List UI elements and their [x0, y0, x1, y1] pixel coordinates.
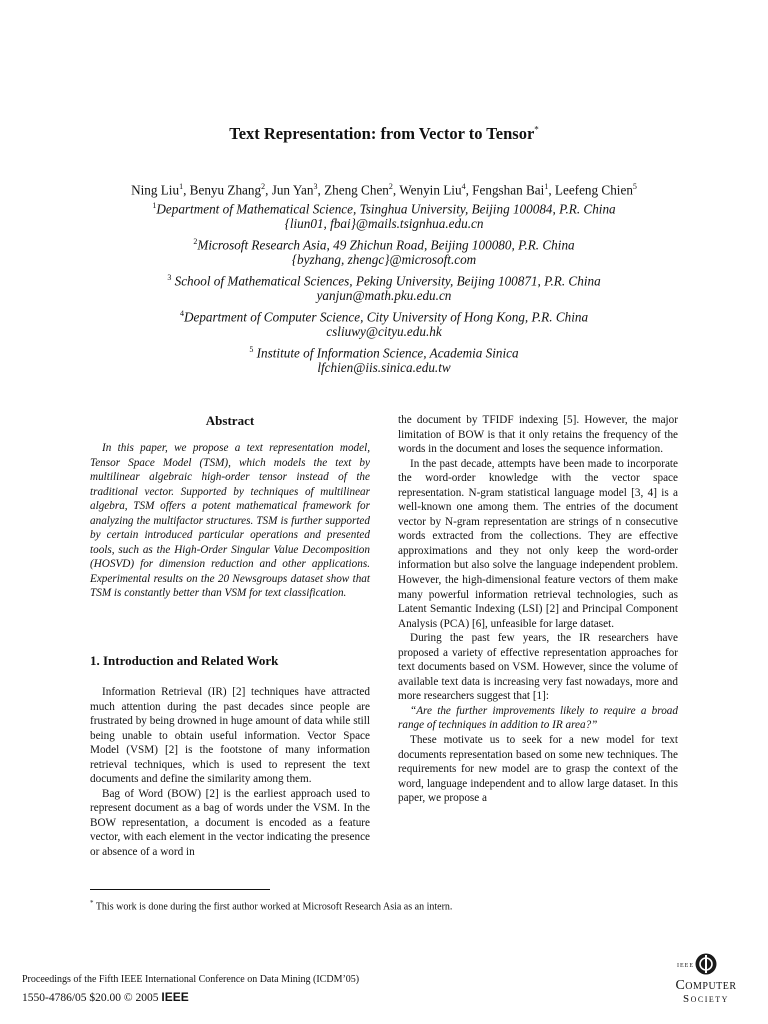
author-separator: ,: [265, 182, 272, 198]
footnote: * This work is done during the first author worked at Microsoft Research Asia as an intern.: [90, 899, 453, 913]
affiliation-1-email: {liun01, fbai}@mails.tsignhua.edu.cn: [284, 216, 484, 231]
paragraph: These motivate us to seek for a new model for text documents representation based on some new techniques. The requirements for new model are to grasp the context of the word, language independent and to allow large dataset. In this paper, we propose a: [398, 734, 678, 805]
proceedings-line: Proceedings of the Fifth IEEE International Conference on Data Mining (ICDM’05): [22, 974, 360, 985]
author-separator: ,: [548, 182, 555, 198]
abstract-text: In this paper, we propose a text representation model, Tensor Space Model (TSM), which models the text by multilinear algebraic high-order tensor instead of the traditional vector. Supported by techniques of multilinear algebra, TSM offers a potent mathematical framework for analyzing the multifactor structures. TSM is further supported by certain introduced particular operations and presented tools, such as the High-Order Singular Value Decomposition (HOSVD) for dimension reduction and other applications. Experimental results on the 20 Newsgroups dataset show that TSM is constantly better than VSM for text classification.: [90, 442, 370, 600]
paragraph: Bag of Word (BOW) [2] is the earliest approach used to represent document as a bag of words under the VSM. In the BOW representation, a document is encoded as a feature vector, with each element in the vector indicating the presence or absence of a word in: [90, 787, 370, 859]
author-name: Jun Yan: [271, 182, 314, 198]
paragraph: Information Retrieval (IR) [2] techniques have attracted much attention during the past decades since people are frustrated by being drowned in huge amount of data while still being unable to obtain useful information. Vector Space Model (VSM) [2] is the footstone of many information retrieval techniques, which is used to represent the text documents and define the similarity among them.: [90, 686, 370, 786]
author-affiliation-mark: 1: [544, 182, 549, 191]
quote: “Are the further improvements likely to require a broad range of techniques in addition to IR area?”: [398, 704, 678, 732]
computer-society-logo: [664, 952, 748, 1008]
author-name: Fengshan Bai: [472, 182, 545, 198]
author-affiliation-mark: 1: [179, 182, 184, 191]
author-separator: ,: [392, 182, 400, 198]
abstract-body: [90, 441, 370, 601]
author-name: Ning Liu: [131, 182, 180, 198]
author-separator: ,: [317, 182, 325, 198]
paragraph: the document by TFIDF indexing [5]. However, the major limitation of BOW is that it only retains the frequency of the words in the document and loses the sequence information.: [398, 414, 678, 456]
author-name: Wenyin Liu: [399, 182, 462, 198]
logo-society-text: Society: [683, 993, 729, 1005]
author-affiliation-mark: 3: [313, 182, 318, 191]
affiliation-2: $^2$Microsoft Research Asia, 49 Zhichun Road, Beijing 100080, P.R. China: [193, 237, 575, 253]
copyright-line: 1550-4786/05 $20.00 © 2005 IEEE: [22, 990, 189, 1004]
logo-ieee-text: IEEE: [677, 963, 694, 969]
ieee-wordmark: IEEE: [161, 990, 189, 1004]
affiliation-1: $^1$Department of Mathematical Science, Tsinghua University, Beijing 100084, P.R. China: [152, 201, 616, 217]
author-name: Benyu Zhang: [189, 182, 262, 198]
author-affiliation-mark: 2: [261, 182, 266, 191]
author-affiliation-mark: 5: [632, 182, 637, 191]
title-text: Text Representation: from Vector to Tensor: [229, 124, 535, 143]
affiliation-3-email: yanjun@math.pku.edu.cn: [316, 288, 452, 303]
paragraph: During the past few years, the IR researchers have proposed a variety of effective representation approaches for text documents based on VSM. However, since the volume of available text data is increasing very fast nowadays, more and more researchers suggest that [1]:: [398, 632, 678, 703]
affiliation-4: $^4$Department of Computer Science, City University of Hong Kong, P.R. China: [179, 309, 589, 325]
left-column-text: [90, 685, 370, 860]
affiliation-3: $^3$ School of Mathematical Sciences, Peking University, Beijing 100871, P.R. China: [167, 273, 601, 289]
author-name: Zheng Chen: [324, 182, 389, 198]
author-separator: ,: [183, 182, 190, 198]
section-heading: 1. Introduction and Related Work: [90, 653, 279, 668]
author-name: Leefeng Chien: [554, 182, 633, 198]
abstract-heading: Abstract: [205, 413, 255, 428]
affiliation-2-email: {byzhang, zhengc}@microsoft.com: [291, 252, 477, 267]
author-affiliation-mark: 2: [388, 182, 393, 191]
affiliation-5-email: lfchien@iis.sinica.edu.tw: [317, 360, 451, 375]
affiliation-4-email: csliuwy@cityu.edu.hk: [326, 324, 442, 339]
title-footnote-mark: *: [534, 124, 539, 135]
affiliation-5: $^5$ Institute of Information Science, Academia Sinica: [249, 345, 519, 361]
paper-title: [0, 124, 768, 144]
author-separator: ,: [465, 182, 473, 198]
right-column-text: [398, 413, 678, 806]
paragraph: In the past decade, attempts have been made to incorporate the word-order knowledge with the vector space representation. N-gram statistical language model [3, 4] is a well-known one among them. The entries of the document vector by N-gram representation are strings of n consecutive words extracted from the collections. They are effective approximations and they not only keep the word-order information but also solve the language independent problem. However, the high-dimensional feature vectors of them make many powerful information retrieval technologies, such as Latent Semantic Indexing (LSI) [2] and Principal Component Analysis (PCA) [6], unfeasible for large dataset.: [398, 457, 678, 630]
footnote-divider: [90, 889, 270, 890]
author-affiliation-mark: 4: [461, 182, 466, 191]
logo-computer-text: Computer: [675, 978, 737, 993]
